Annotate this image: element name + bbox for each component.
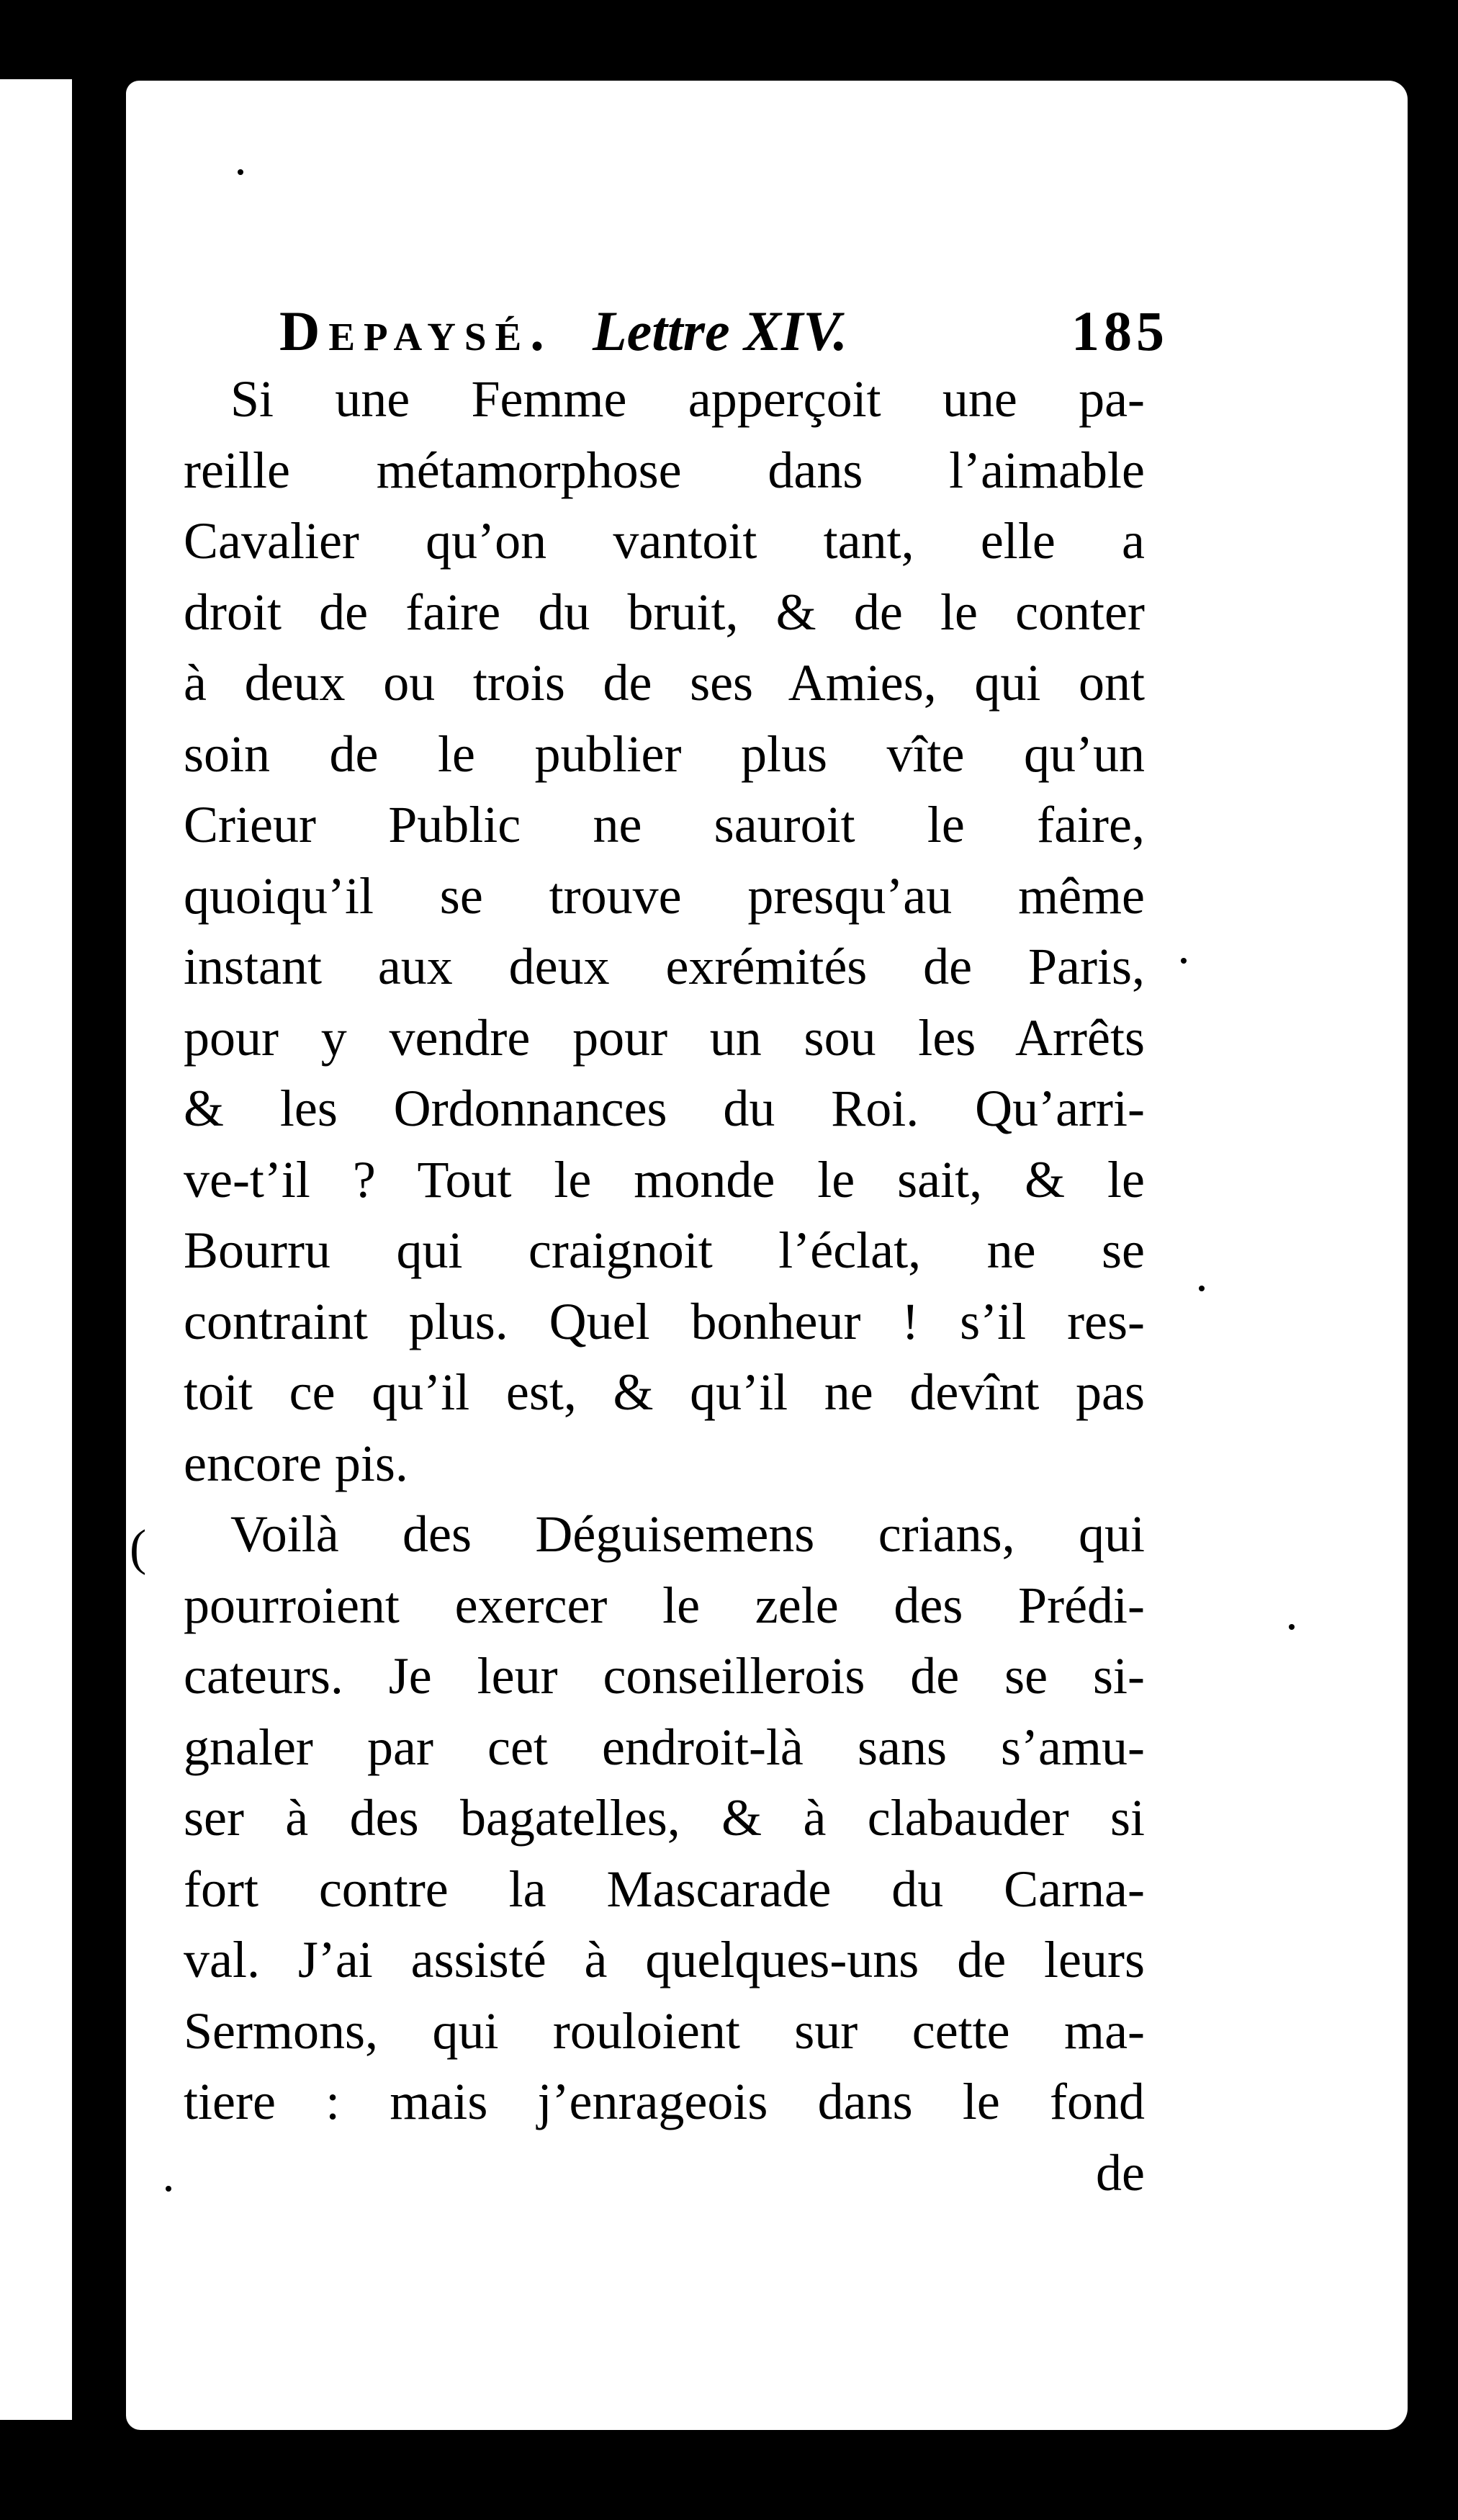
text-line: gnaler par cet endroit-là sans s’amu- bbox=[184, 1718, 1145, 1776]
text-line: tiere : mais j’enrageois dans le fond bbox=[184, 2073, 1145, 2130]
text-line: quoiqu’il se trouve presqu’au même bbox=[184, 866, 1145, 925]
body-text bbox=[184, 364, 1145, 2208]
text-line: ve-t’il ? Tout le monde le sait, & le bbox=[184, 1150, 1145, 1209]
facing-page-edge bbox=[0, 79, 72, 2420]
text-line: Crieur Public ne sauroit le faire, bbox=[184, 796, 1145, 853]
text-line: cateurs. Je leur conseillerois de se si- bbox=[184, 1647, 1145, 1705]
text-line: soin de le publier plus vîte qu’un bbox=[184, 725, 1145, 783]
text-line: pour y vendre pour un sou les Arrêts bbox=[184, 1008, 1145, 1067]
text-line: Cavalier qu’on vantoit tant, elle a bbox=[184, 512, 1145, 570]
text-line: toit ce qu’il est, & qu’il ne devînt pas bbox=[184, 1363, 1145, 1421]
text-line: & les Ordonnances du Roi. Qu’arri- bbox=[184, 1080, 1145, 1137]
text-line: reille métamorphose dans l’aimable bbox=[184, 441, 1145, 499]
text-line: contraint plus. Quel bonheur ! s’il res- bbox=[184, 1292, 1145, 1350]
text-line: droit de faire du bruit, & de le conter bbox=[184, 583, 1145, 641]
catchword: de bbox=[1096, 2143, 1145, 2202]
scan-speck bbox=[1289, 1624, 1295, 1630]
text-line: Si une Femme apperçoit une pa- bbox=[230, 370, 1145, 428]
margin-mark: ( bbox=[130, 1520, 147, 1576]
running-head: Depaysé. bbox=[279, 300, 553, 362]
text-line: pourroient exercer le zele des Prédi- bbox=[184, 1576, 1145, 1634]
text-line: encore pis. bbox=[184, 1434, 408, 1492]
letter-number: Lettre XIV. bbox=[593, 300, 847, 362]
text-line: val. J’ai assisté à quelques-uns de leurs bbox=[184, 1931, 1145, 1988]
scan-speck bbox=[166, 2186, 171, 2192]
scan-speck bbox=[1199, 1286, 1205, 1291]
text-line: Sermons, qui rouloient sur cette ma- bbox=[184, 2001, 1145, 2060]
page-number: 185 bbox=[1071, 300, 1169, 362]
text-line: à deux ou trois de ses Amies, qui ont bbox=[184, 654, 1145, 712]
text-line: Voilà des Déguisemens crians, qui bbox=[230, 1505, 1145, 1563]
paragraph-2 bbox=[184, 1499, 1145, 2138]
text-line: instant aux deux exrémités de Paris, bbox=[184, 938, 1145, 995]
text-line: ser à des bagatelles, & à clabauder si bbox=[184, 1789, 1145, 1847]
page-header bbox=[279, 292, 1169, 371]
scan-speck bbox=[238, 169, 243, 175]
text-line: fort contre la Mascarade du Carna- bbox=[184, 1860, 1145, 1918]
paragraph-1 bbox=[184, 364, 1145, 1499]
scan-speck bbox=[1181, 958, 1187, 964]
text-line: Bourru qui craignoit l’éclat, ne se bbox=[184, 1221, 1145, 1279]
